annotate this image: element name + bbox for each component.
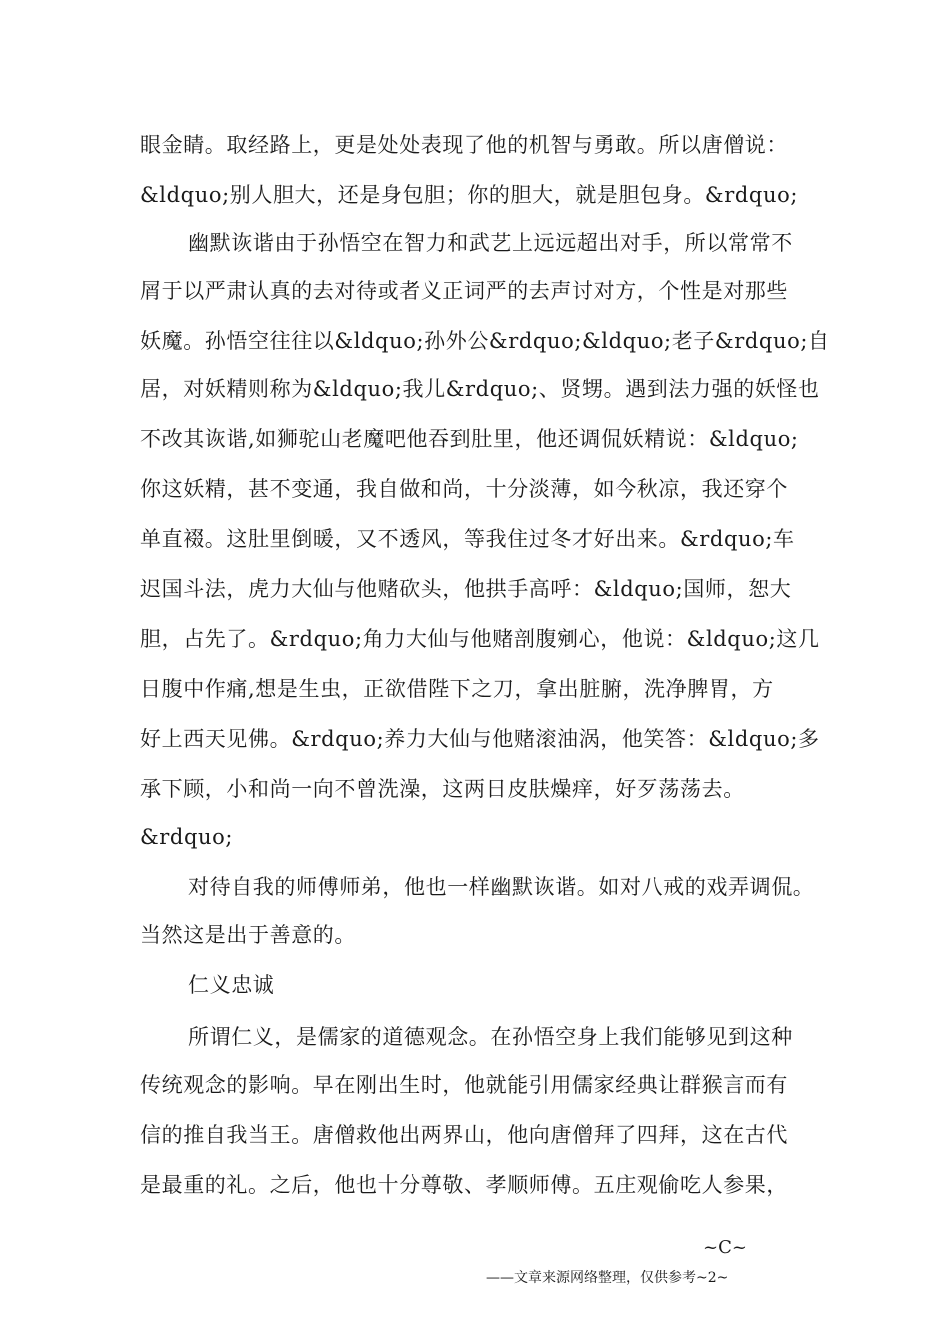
text-line: 传统观念的影响。早在刚出生时，他就能引用儒家经典让群猴言而有 bbox=[140, 1073, 788, 1097]
text-line: 屑于以严肃认真的去对待或者义正词严的去声讨对方，个性是对那些 bbox=[140, 279, 788, 303]
text-line: 日腹中作痛,想是生虫，正欲借陛下之刀，拿出脏腑，洗净脾胃，方 bbox=[140, 677, 774, 701]
text-line: &ldquo;别人胆大，还是身包胆；你的胆大，就是胆包身。&rdquo; bbox=[140, 183, 798, 207]
text-line: 是最重的礼。之后，他也十分尊敬、孝顺师傅。五庄观偷吃人参果， bbox=[140, 1173, 788, 1197]
text-line: 你这妖精，甚不变通，我自做和尚，十分淡薄，如今秋凉，我还穿个 bbox=[140, 477, 788, 501]
text-line: 单直裰。这肚里倒暖，又不透风，等我住过冬才好出来。&rdquo;车 bbox=[140, 527, 795, 551]
text-line: 信的推自我当王。唐僧救他出两界山，他向唐僧拜了四拜，这在古代 bbox=[140, 1123, 788, 1147]
text-line: 不改其诙谐,如狮驼山老魔吧他吞到肚里，他还调侃妖精说：&ldquo; bbox=[140, 427, 799, 451]
text-line: 好上西天见佛。&rdquo;养力大仙与他赌滚油涡，他笑答：&ldquo;多 bbox=[140, 727, 820, 751]
section-heading: 仁义忠诚 bbox=[188, 973, 275, 997]
text-line: 眼金睛。取经路上，更是处处表现了他的机智与勇敢。所以唐僧说： bbox=[140, 133, 788, 157]
paragraph-start-line: 所谓仁义，是儒家的道德观念。在孙悟空身上我们能够见到这种 bbox=[188, 1025, 793, 1049]
text-line: 当然这是出于善意的。 bbox=[140, 923, 356, 947]
text-line: 居，对妖精则称为&ldquo;我儿&rdquo;、贤甥。遇到法力强的妖怪也 bbox=[140, 377, 820, 401]
text-line: 承下顾，小和尚一向不曾洗澡，这两日皮肤燥痒，好歹荡荡去。 bbox=[140, 777, 745, 801]
paragraph-start-line: 对待自我的师傅师弟，他也一样幽默诙谐。如对八戒的戏弄调侃。 bbox=[188, 875, 815, 899]
source-note: ——文章来源网络整理，仅供参考~2~ bbox=[486, 1270, 729, 1286]
paragraph-start-line: 幽默诙谐由于孙悟空在智力和武艺上远远超出对手，所以常常不 bbox=[188, 231, 793, 255]
page-mark: ~C~ bbox=[703, 1237, 747, 1258]
text-line: &rdquo; bbox=[140, 825, 234, 849]
text-line: 妖魔。孙悟空往往以&ldquo;孙外公&rdquo;&ldquo;老子&rdquo;自 bbox=[140, 329, 830, 353]
text-line: 胆，占先了。&rdquo;角力大仙与他赌剖腹剜心，他说：&ldquo;这几 bbox=[140, 627, 820, 651]
text-line: 迟国斗法，虎力大仙与他赌砍头，他拱手高呼：&ldquo;国师，恕大 bbox=[140, 577, 792, 601]
